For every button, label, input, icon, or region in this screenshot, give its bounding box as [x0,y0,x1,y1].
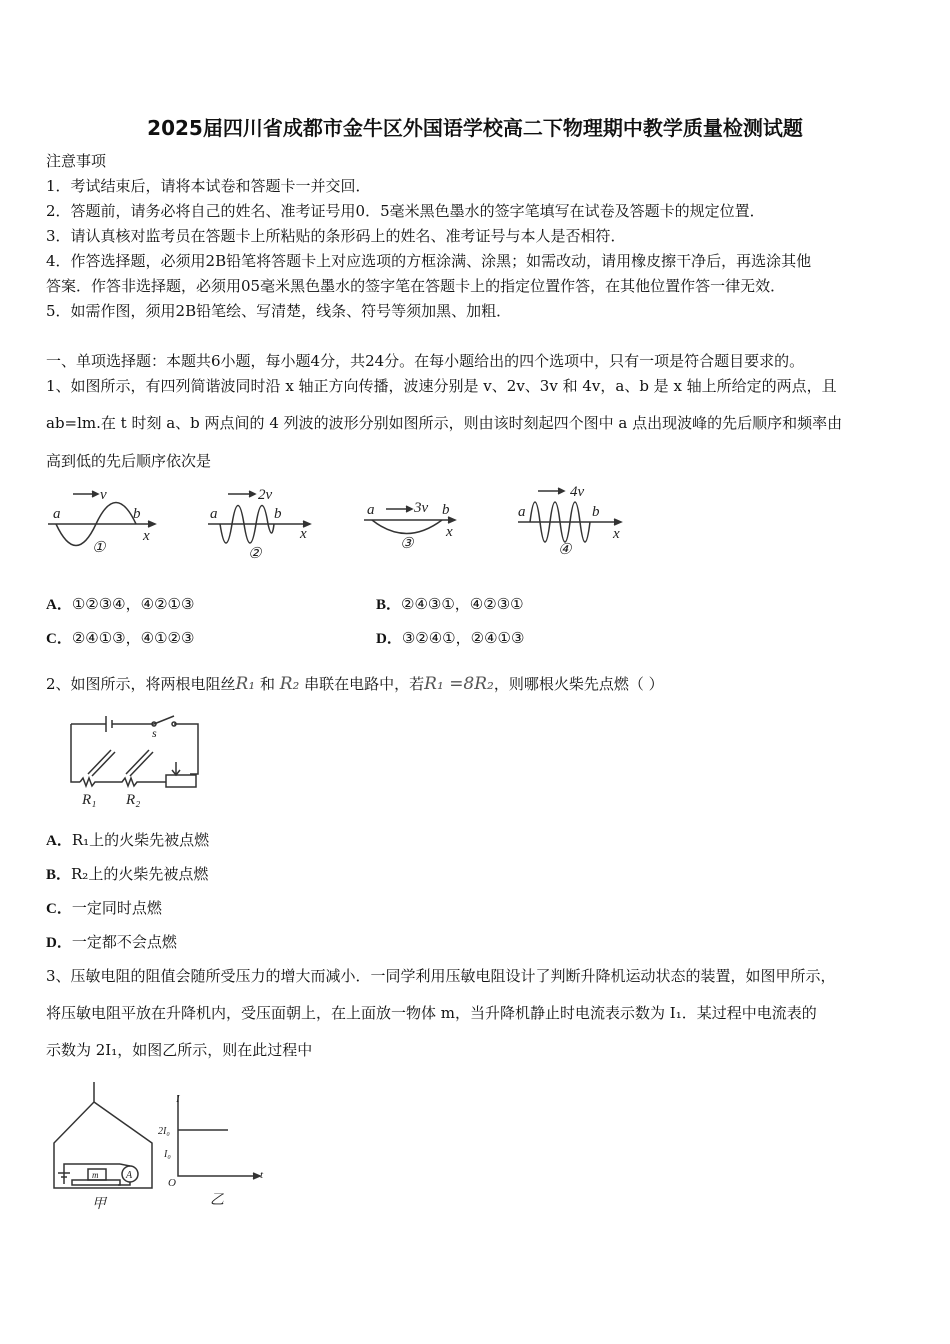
svg-text:m: m [92,1170,99,1180]
q1-line: ab=lm.在 t 时刻 a、b 两点间的 4 列波的波形分别如图所示，则由该时刻起四个图中 a 点出现波峰的先后顺序和频率由 [46,414,843,432]
option-text: ①②③④，④②①③ [71,595,195,613]
q1-option-a[interactable] [46,593,194,614]
wave-figures [48,482,628,562]
option-text: ②④③①，④②③① [401,595,524,613]
q3-line: 示数为 2I₁，如图乙所示，则在此过程中 [46,1041,313,1059]
q2-stem: 2、如图所示，将两根电阻丝R₁ 和 R₂ 串联在电路中，若R₁ =8R₂，则哪根火柴先点燃（ ） [46,674,664,694]
note-item: 3．请认真核对监考员在答题卡上所粘贴的条形码上的姓名、准考证号与本人是否相符． [46,227,626,245]
option-key: B． [376,597,402,613]
note-item: 2．答题前，请务必将自己的姓名、准考证号用0．5毫米黑色墨水的签字笔填写在试卷及答题卡的规定位置． [46,202,765,220]
option-key: D． [376,631,402,647]
svg-text:③: ③ [400,536,414,552]
svg-text:A: A [126,1170,133,1181]
note-item: 5．如需作图，须用2B铅笔绘、写清楚，线条、符号等须加黑、加粗． [46,302,512,320]
svg-text:I: I [176,1093,180,1105]
svg-text:R₂: R₂ [126,792,141,808]
option-text: R₂上的火柴先被点燃 [71,865,209,883]
figure-jia [54,1082,152,1212]
option-key: A． [46,833,72,849]
svg-text:R₁: R₁ [82,792,97,808]
elevator-figures [48,1080,288,1215]
svg-text:b: b [442,502,450,518]
svg-text:x: x [446,524,453,540]
option-key: A． [46,597,72,613]
q1-line: 1、如图所示，有四列简谐波同时沿 x 轴正方向传播，波速分别是 v、2v、3v 和 4v，a、b 是 x 轴上所给定的两点，且 [46,377,837,395]
q1-option-b[interactable] [376,593,524,614]
note-item: 1．考试结束后，请将本试卷和答题卡一并交回． [46,177,371,195]
section-heading: 一、单项选择题：本题共6小题，每小题4分，共24分。在每小题给出的四个选项中，只有一项是符合题目要求的。 [46,352,805,370]
note-item: 4．作答选择题，必须用2B铅笔将答题卡上对应选项的方框涂满、涂黑；如需改动，请用橡皮擦干净后，再选涂其他 [46,252,812,270]
option-text: ③②④①，②④①③ [401,629,525,647]
svg-text:甲: 甲 [92,1197,106,1212]
svg-text:b: b [274,506,282,522]
option-key: C． [46,631,72,647]
wave-figure-4 [518,484,621,558]
figure-yi [158,1093,264,1208]
q2-option-d[interactable] [46,931,177,952]
svg-text:①: ① [92,540,106,556]
svg-text:x: x [300,526,307,542]
q1-option-d[interactable] [376,627,524,648]
page-title: 2025届四川省成都市金牛区外国语学校高二下物理期中教学质量检测试题 [147,116,803,140]
q2-option-a[interactable] [46,829,209,850]
svg-text:a: a [210,506,218,522]
q3-line: 3、压敏电阻的阻值会随所受压力的增大而减小．一同学利用压敏电阻设计了判断升降机运动状态的装置，如图甲所示， [46,967,836,985]
svg-text:b: b [592,504,600,520]
option-text: 一定同时点燃 [71,899,162,917]
svg-text:a: a [518,504,526,520]
circuit-diagram [66,712,206,812]
svg-text:v: v [100,487,107,503]
option-key: D． [46,935,72,951]
svg-text:x: x [613,526,620,542]
wave-figure-3 [364,500,455,552]
q2-option-b[interactable] [46,863,208,884]
option-key: B． [46,867,72,883]
svg-text:3v: 3v [414,500,429,516]
wave-figure-1 [48,487,155,556]
svg-text:O: O [168,1177,176,1189]
svg-text:a: a [367,502,375,518]
svg-text:a: a [53,506,61,522]
svg-text:t: t [260,1169,264,1181]
q3-line: 将压敏电阻平放在升降机内，受压面朝上，在上面放一物体 m，当升降机静止时电流表示数为 I₁．某过程中电流表的 [46,1004,817,1022]
svg-text:x: x [143,528,150,544]
svg-text:I₀: I₀ [164,1149,171,1160]
option-text: R₁上的火柴先被点燃 [71,831,210,849]
note-item: 答案．作答非选择题，必须用05毫米黑色墨水的签字笔在答题卡上的指定位置作答，在其他位置作答一律无效． [46,277,786,295]
option-key: C． [46,901,72,917]
q1-line: 高到低的先后顺序依次是 [46,452,212,470]
option-text: ②④①③，④①②③ [71,629,195,647]
svg-text:乙: 乙 [210,1193,224,1208]
q2-option-c[interactable] [46,897,162,918]
notes-heading: 注意事项 [46,152,107,170]
svg-text:2I₀: 2I₀ [158,1126,170,1137]
q1-option-c[interactable] [46,627,194,648]
svg-text:b: b [133,506,141,522]
option-text: 一定都不会点燃 [71,933,177,951]
wave-figure-2 [208,487,310,562]
svg-text:4v: 4v [570,484,585,500]
svg-text:②: ② [248,546,262,562]
svg-text:2v: 2v [258,487,273,503]
svg-text:④: ④ [558,542,572,558]
svg-text:s: s [152,726,157,740]
